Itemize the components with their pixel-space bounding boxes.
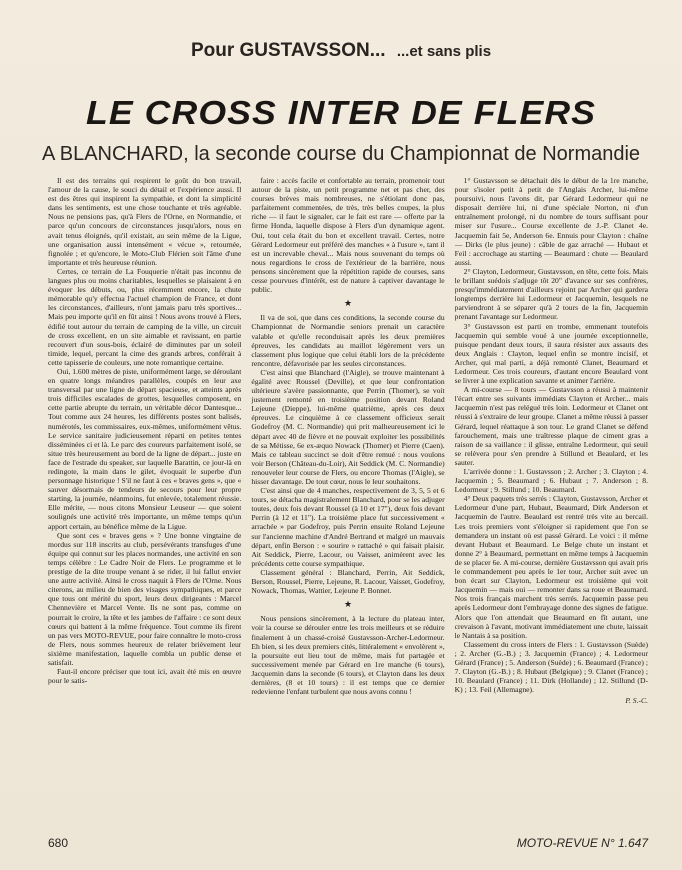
article-body [48,176,648,832]
article-paragraph: C'est ainsi que Blanchard (l'Aigle), se trouve maintenant à égalité avec Roussel (Deville), et que leur confrontation ultérieure s'avère passionnante, que Perrin (Thomer), se voit justement remonté en troisième position devant Roland Lejeune (Dieppe), lui-même quatrième, après ces deux épreuves. Le cinquième à ce classement officieux serait Godefroy (M. C. Normandie) qui prit malheureusement ici le départ avec 40 de fièvre et ne pouvait exploiter les possibilités de sa Métisse, 6e ex-æquo Nowack (Thomer) et Pierre (Caen). Mais ce tableau succinct se doit d'être remué : nous voulons voir Berson (Château-du-Loir), Ait Seddick (M. C. Normandie) renouveler leur course de Flers, ou encore Thomas (l'Aigle), se hisser davantage. De tout cœur, nous le leur souhaitons. [251,367,445,486]
article-deck: A BLANCHARD, la seconde course du Championnat de Normandie [41,143,641,165]
section-separator-star: ★ [343,298,353,309]
article-column-1 [48,176,241,832]
article-paragraph: 4° Deux paquets très serrés : Clayton, Gustavsson, Archer et Ledormeur d'une part, Hubaut, Beaumard, Dirk Anderson et Jacquemin de l'autre. Beaulard est rentré très vite au bercail. Les trois premiers vont s'éloigner si rapidement que l'on se demandera un instant où est passé Gérard. Le voici : il même devant Hubaut et Beaumard. Le Belge chute un instant et donne 2° à Beaumard, permettant en même temps à Jacquemin de se placer 6e. A mi-course, dernière Gustavsson qui avait pris le commandement peu après le 1er tour, Archer suit avec un bon écart sur Clayton, Ledormeur est troisième qui voit Jacquemin — mais oui — remonter dans sa roue et Beaumard. Nos trois français marchent très serrés. Jacquemin passe peu après Ledormeur dont l'embrayage donne des signes de fatigue. Alors que l'on attendait que Beaumard en fît autant, une crevaison à l'avant, motivant immédiatement une chute, laissait le Nantais à sa position. [454,494,648,640]
article-kicker [0,40,682,62]
article-column-3 [455,176,648,832]
article-paragraph: Oui, 1.600 mètres de piste, uniformément large, se déroulant en quatre longs méandres parallèles, coupés en leur axe transversal par une ligne de départ spacieuse, et atteints après trois difficiles escalades de grottes, lesquelles composent, en cette partie abrupte du terrain, un véritable décor Dantesque... Tout comme aux 24 heures, les différents postes sont balisés, numérotés, les commissaires, eux-mêmes, uniformément vêtus. Le service sanitaire judicieusement réparti en petites tentes disséminées ci et là. Le parc des coureurs parfaitement isolé, se situe très heureusement au bord de la ligne de départ... juste en face de l'estrade du speaker, sur laquelle Barattin, ce jour-là en redingote, la main dans le gilet, évoquait le superbe d'un personnage historique ! S'il ne faut à ces « braves gens », que « sauver désormais de tendeurs de secours pour leur propre starting, la journée, néanmoins, fut enlevée, totalement réussie. Elle mérite, — nous citons Monsieur Leuseur — que soient soulignés une activité très importante, un même temps qu'un apport certain, au bénéfice même de la Ligue. [48,366,242,531]
article-paragraph: Certes, ce terrain de La Fouquerie n'était pas inconnu de langues plus ou moins charitables, lesquelles se plaisaient à en évoquer les débuts, ou, plus récemment encore, la chute mémorable qu'y effectua l'actuel champion de France, et dont les circonstances, d'ailleurs, n'ont jamais paru très sportives... Mais peu importe qu'il en fût ainsi ! Nous avons trouvé à Flers, édifié tout autour du terrain de camping de la ville, un circuit de cross excellent, en un site aimable et ravissant, en partie recouvert d'un sous-bois, éclairé de diminutes par un soleil timide, lequel, percant la cime des grands arbres, conférait à cette tapisserie de couleurs, une note romantique certaine. [48,266,242,367]
article-paragraph: Nous pensions sincèrement, à la lecture du plateau inter, voir la course se dérouler entre les trois meilleurs et se réduire finalement à un chassé-croisé Gustavsson-Archer-Ledormeur. Eh bien, si les deux premiers cités, littéralement « envolèrent », la poursuite eut lieu tout de même, mais fut partagée et successivement menée par Gérard en 1re manche (6 tours), Jacquemin dans la seconde (6 tours), et Clayton dans les deux dernières, (8 et 10 tours) : il est temps que ce dernier redevienne l'enfant turbulent que nous avons connu ! [251,614,445,697]
article-paragraph: Classement général : Blanchard, Perrin, Ait Seddick, Berson, Roussel, Pierre, Lejeune, R. Lacour, Vaisset, Godefroy, Nowack, Thomas, Wattier, Lejeune P. Bonnet. [251,567,445,596]
article-paragraph: L'arrivée donne : 1. Gustavsson ; 2. Archer ; 3. Clayton ; 4. Jacquemin ; 5. Beaumard ; 6. Hubaut ; 7. Anderson ; 8. Ledormeur ; 9. Stillund ; 10. Beaumard. [454,467,648,495]
article-paragraph: 1° Gustavsson se détachait dès le début de la 1re manche, pour s'isoler petit à petit de l'Anglais Archer, lui-même poursuivi, nous l'avons dit, par Gérard Ledormeur qui ne disposait derrière lui, ni d'une spéciale Norton, ni d'un entraînement prolongé, ni du nombre de tours suffisant pour miser sur l'usure... Course excellente de J.-P. Clanet 4e. Jacquemin fait 5e, Anderson 6e. Ennuis pour Clayton : chaîne — Dirks (le plus jeune) : câble de gaz arraché — Hubaut et Feil : accrochage au starting — Beaumard : chute — Beaulard aussi. [454,176,648,267]
article-paragraph: Il va de soi, que dans ces conditions, la seconde course du Championnat de Normandie seniors prenait un caractère valable et qu'elle reconduisait après les deux premières épreuves, les candidats au maillot légèrement vers un classement plus logique que celui établi lors de la précédente rencontre, défavorisée par les seules circonstances. [251,313,445,368]
article-paragraph: A mi-course — 8 tours — Gustavsson a réussi à maintenir l'écart entre ses suivants immédiats Clayton et Archer... mais Jacquemin n'est pas relégué très loin. Ledormeur et Clanet ont réussi à s'extraire de leur groupe. Clanet a même réussi à passer Gérard, lequel réattaque à son tour. Le grand Clanet se défend farouchement, mais une traîtresse plaque de ciment gras a raison de sa vaillance : il glisse, entraîne Ledormeur, qui seuil se relèvera pour s'en prendre à Stillund et Beaulard, et les sauter. [454,385,648,467]
article-paragraph: Classement du cross inters de Flers : 1. Gustavsson (Suède) ; 2. Archer (G.-B.) ; 3. Jacquemin (France) ; 4. Ledormeur Gérard (France) ; 5. Anderson (Suède) ; 6. Beaumard (France) ; 7. Clayton (G.-B.) ; 8. Hubaut (Belgique) ; 9. Clanet (France) ; 10. Beaulard (France) ; 11. Dirk (Hollande) ; 12. Stillund (D-K) ; 13. Feil (Allemagne). [454,639,648,695]
page-number: 680 [48,836,69,850]
article-paragraph: faire : accès facile et confortable au terrain, promenoir tout autour de la piste, un petit programme net et pas cher, des courses brèves mais nombreuses, ne s'étiolant donc pas, parfaitement commentées, de très, très belles coupes, la plus riche — il faut le signaler, car le fait est rare — offerte par la firme Honda, laquelle dispose à Flers d'un dynamique agent. Oui, tout cela était du bon et excellent travail. Certes, notre Gérard Ledormeur eut préféré des manches « à l'usure », tant il est un increvable cheval... Mais nous souvenant du temps où nous regardions le cross de l'extérieur de la barrière, nous pensons sincèrement que la répétition rapide de courses, sans cesse pourvues d'intérêt, est de nature à captiver davantage le public. [251,176,445,295]
page-footer [48,836,648,850]
article-paragraph: 2° Clayton, Ledormeur, Gustavsson, en tête, cette fois. Mais le brillant suédois s'adjuge tôt 20" d'avance sur ses confrères, presqu'immédiatement d'ailleurs rejoint par Archer qui gardera longtemps derrière lui Ledormeur et Jacquemin, lesquels ne parviendront à se séparer qu'à 2 tours de la fin, Jacquemin prenant l'avantage sur Ledormeur. [454,266,648,322]
article-headline: LE CROSS INTER DE FLERS [86,94,596,131]
article-paragraph: 3° Gustavsson est parti en trombe, emmenant toutefois Jacquemin qui semble voué à une journée exceptionnelle, puisque pendant deux tours, il saura résister aux assauts des deux Anglais : Clayton, lequel enfin se montre incisif, et Archer, qui mal parti, a déjà remonté Clanet, Beaumard et Ledormeur. Ces trois coureurs, d'autant encore Beaulard vont se livrer à une explication savante et animer l'arrière. [454,321,648,386]
article-paragraph: Que sont ces « braves gens » ? Une bonne vingtaine de mordus sur 118 inscrits au club, persévérants transfuges d'une équipe qui connut sur les places normandes, une activité en son temps célèbre : Le Cadre Noir de Flers. Le programme et le prestige de la dite troupe venant à se rider, il lui fallut envier une autre activité. Ainsi le cross naquit à Flers de l'Orne. Nous citerons, au milieu de bien des visages sympathiques, et parce que tous ont mérité du sport, leurs deux dirigeants : Marcel Chennevière et Marcel Vente. Ils ne sont pas, comme on pourrait le croire, la tête et les jambes de l'affaire : ce sont deux cœurs qui battent à la même fréquence. Tout comme ils firent un pas vers MOTO-REVUE, pour faire connaître le moto-cross de Flers, nous sommes heureux de relater brièvement leur sixième manifestation, laquelle combla un public dense et satisfait. [48,530,242,667]
author-signature: P. S.-C. [625,696,648,706]
kicker-left: Pour GUSTAVSSON... [190,40,386,61]
article-paragraph: C'est ainsi que de 4 manches, respectivement de 3, 5, 5 et 6 tours, se détacha magistralement Blanchard, pour se les adjuger toutes, deux fois devant Roussel (à 10 et 17"), deux fois devant Perrin (à 12 et 11"). La troisième place fut successivement « arrachée » par Godefroy, puis Perrin ensuite Roland Lejeune sur l'ancienne machine d'André Bertrand et malgré un mauvais départ, enfin Berson : « sourire » rattaché » qui faisait plaisir. Ait Seddick, Pierre, Lacour, ou Vaisset, animèrent avec les précédents cette course sympathique. [251,486,445,568]
article-paragraph: Il est des terrains qui respirent le goût du bon travail, l'amour de la cause, le souci du détail et l'expérience aussi. Il est des êtres qui inspirent la sympathie, et dont la simplicité dans les sentiments, est une chose touchante et très agréable. Nous ne pensions pas, qu'à Flers de l'Orne, en Normandie, et parce qu'un concours de circonstances jusqu'alors, nous en avait tenus éloignés, qu'il existait, au sein même de la Ligue, une organisation aussi intensément « vécue », retournée, fignolée ; et qu'encore, le Moto-Club Flérien soit l'âme d'une importante et très heureuse réunion. [48,176,242,267]
magazine-issue: MOTO-REVUE N° 1.647 [516,836,648,850]
article-column-2 [251,176,444,832]
article-paragraph: Faut-il encore préciser que tout ici, avait été mis en œuvre pour le satis- [48,667,242,686]
kicker-right: ...et sans plis [396,43,492,60]
section-separator-star: ★ [343,599,353,610]
